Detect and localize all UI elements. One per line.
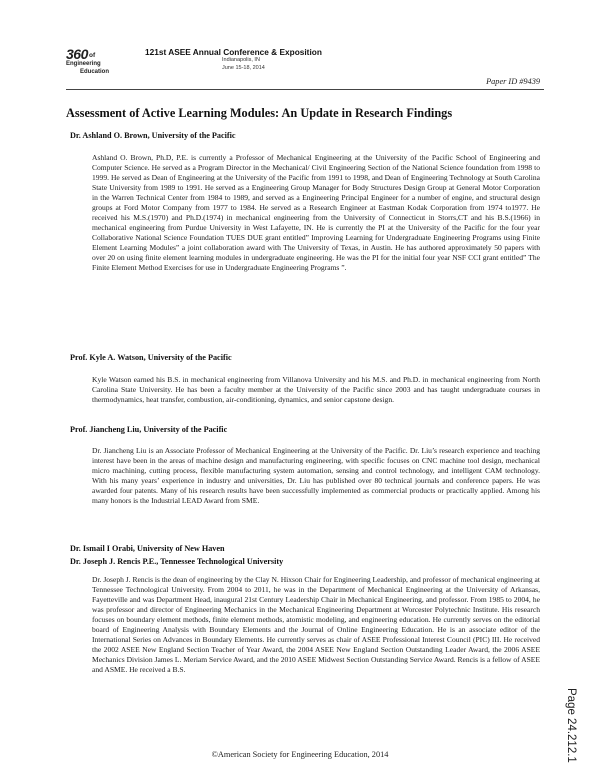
page-number: Page 24.212.1: [565, 688, 577, 763]
logo-line-1: of: [89, 52, 96, 59]
author-name: Prof. Kyle A. Watson, University of the Pacific: [70, 353, 232, 362]
author-name: Prof. Jiancheng Liu, University of the Pacific: [70, 425, 228, 434]
author-name: Dr. Ismail I Orabi, University of New Haven: [70, 544, 225, 553]
conference-logo: [66, 44, 134, 78]
author-bio: Dr. Jiancheng Liu is an Associate Professor of Mechanical Engineering at the University of the Pacific. Dr. Liu’s research experience and teaching interest have been in the areas of machine design and manufacturing engineering, with specific focuses on CNC machine tool design, mechanical micro machining, cutting process, flexible manufacturing system automation, sensing and control technology, and intelligent CAM technology. With his many years’ experience in industry and universities, Dr. Liu has published over 80 technical journals and conference papers. He was awarded four patents. Many of his research results have been successfully implemented as commercial products or practically applied. Among his many honors is the Industrial LEAD Award from SME.: [92, 446, 540, 505]
author-bio: Dr. Joseph J. Rencis is the dean of engineering by the Clay N. Hixson Chair for Engineering Leadership, and professor of mechanical engineering at Tennessee Technological University. From 2004 to 2011, he was in the Department of Mechanical Engineering at the University of Arkansas, Fayetteville and was Department Head, inaugural 21st Century Leadership Chair in Mechanical Engineering, and professor. From 1985 to 2004, he was professor and director of Engineering Mechanics in the Mechanical Engineering Department at Worcester Polytechnic Institute. His research focuses on boundary element methods, finite element methods, atomistic modeling, and engineering education. He currently serves on the editorial board of Engineering Analysis with Boundary Elements and the Journal of Online Engineering Education. He is an associate editor of the International Series on Advances in Boundary Elements. He currently serves as chair of ASEE Professional Interest Council (PIC) III. He received the 2002 ASEE New England Section Teacher of Year Award, the 2004 ASEE New England Section Outstanding Leader Award, the 2006 ASEE Mechanics Division James L. Meriam Service Award, and the 2010 ASEE Midwest Section Outstanding Service Award. Rencis is a fellow of ASEE and ASME. He received a B.S.: [92, 575, 540, 674]
author-name: Dr. Joseph J. Rencis P.E., Tennessee Technological University: [70, 557, 284, 566]
copyright-footer: ©American Society for Engineering Education, 2014: [211, 750, 389, 759]
author-name: Dr. Ashland O. Brown, University of the Pacific: [70, 131, 236, 140]
conference-title: 121st ASEE Annual Conference & Exposition: [145, 47, 322, 57]
header-divider: [66, 89, 544, 90]
logo-line-2: Engineering: [66, 61, 101, 67]
paper-id: Paper ID #9439: [486, 77, 540, 86]
logo-line-3: Education: [80, 69, 110, 75]
author-bio: Ashland O. Brown, Ph.D, P.E. is currently a Professor of Mechanical Engineering at the University of the Pacific School of Engineering and Computer Science. He served as a Program Director in the Mechanical/ Civil Engineering Section of the National Science foundation from 1998 to 1999. He served as Dean of Engineering at the University of the Pacific from 1991 to 1998, and Dean of Engineering Technology at South Carolina State University from 1989 to 1991. He served as a Engineering Group Manager for Body Structures Design Group at General Motor Corporation in the Warren Technical Center from 1984 to 1989, and served as a Engineering Principal Engineer for a number of engine, and structural design groups at Ford Motor Company from 1977 to 1984. He served as a Research Engineer at Eastman Kodak Corporation from 1974 to1977. He received his M.S.(1970) and Ph.D.(1974) in mechanical engineering from the University of Connecticut in Storrs,CT and his B.S.(1966) in mechanical engineering from Purdue University in West Lafayette, IN. He is currently the PI at the University of the Pacific for the four year Collaborative National Science Foundation TUES DUE grant entitled” Improving Learning for Undergraduate Engineering Programs using Finite Element Learning Modules” a joint collaboration award with The University of Texas, in Austin. He has authored approximately 50 papers with over 20 on using finite element learning modules in undergraduate engineering. He was the PI for the initial four year NSF CCI grant entitled” The Finite Element Method Exercises for use in Undergraduate Engineering Programs ”.: [92, 153, 540, 272]
conference-city: Indianapolis, IN: [222, 57, 260, 63]
paper-title: Assessment of Active Learning Modules: An Update in Research Findings: [66, 106, 453, 120]
logo-number: 360: [66, 46, 88, 62]
author-bio: Kyle Watson earned his B.S. in mechanical engineering from Villanova University and his M.S. and Ph.D. in mechanical engineering from North Carolina State University. He has been a faculty member at the University of the Pacific since 2003 and has taught undergraduate courses in thermodynamics, heat transfer, combustion, air-conditioning, dynamics, and senior capstone design.: [92, 375, 540, 404]
conference-dates: June 15-18, 2014: [222, 65, 265, 71]
